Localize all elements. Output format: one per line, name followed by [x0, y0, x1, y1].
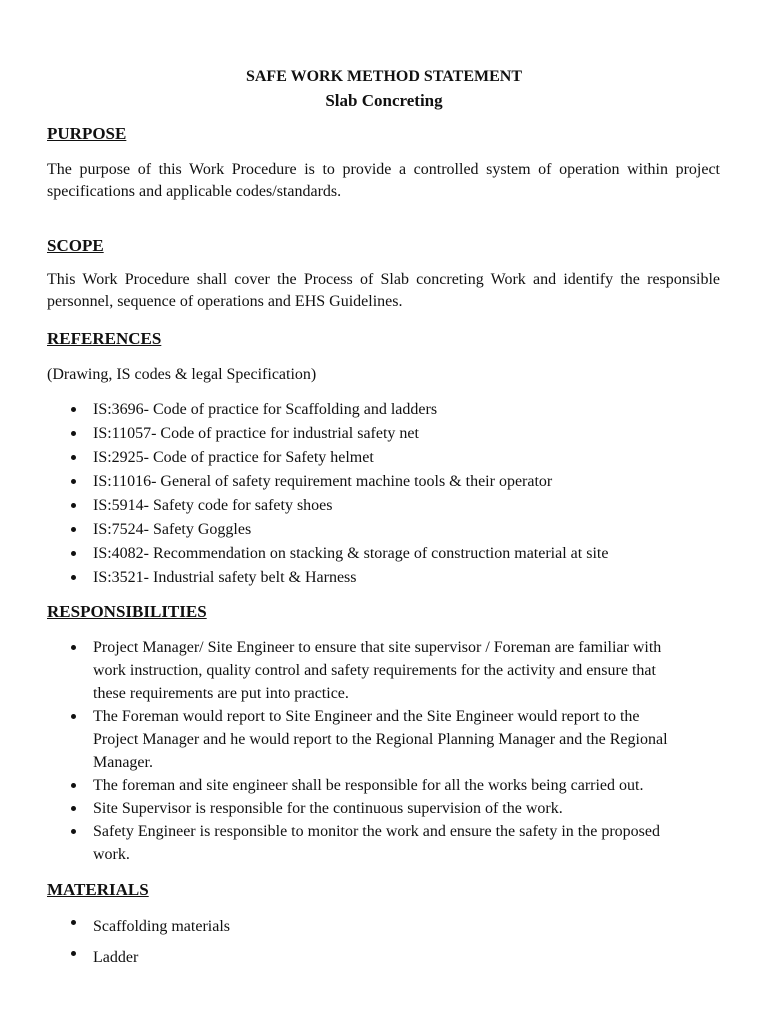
title-block	[0, 65, 768, 113]
list-item: The foreman and site engineer shall be responsible for all the works being carried out.	[47, 774, 687, 797]
list-item: Scaffolding materials	[47, 911, 720, 942]
responsibilities-heading: RESPONSIBILITIES	[47, 602, 207, 621]
purpose-text: The purpose of this Work Procedure is to provide a controlled system of operation within project specifications and applicable codes/standards.	[47, 161, 720, 200]
list-item: Project Manager/ Site Engineer to ensure that site supervisor / Foreman are familiar with work instruction, quality control and safety requirements for the activity and ensure that these requirements are put into practice.	[47, 636, 687, 705]
materials-list	[47, 911, 720, 973]
references-list	[47, 398, 720, 590]
list-item: IS:11057- Code of practice for industrial safety net	[47, 422, 720, 446]
list-item: Site Supervisor is responsible for the continuous supervision of the work.	[47, 797, 687, 820]
materials-heading: MATERIALS	[47, 880, 149, 899]
list-item: IS:5914- Safety code for safety shoes	[47, 494, 720, 518]
list-item: IS:11016- General of safety requirement machine tools & their operator	[47, 470, 720, 494]
list-item: The Foreman would report to Site Engineer and the Site Engineer would report to the Project Manager and he would report to the Regional Planning Manager and the Regional Manager.	[47, 705, 687, 774]
document-title: SAFE WORK METHOD STATEMENT	[245, 68, 523, 85]
document-subtitle: Slab Concreting	[325, 91, 443, 110]
list-item: Safety Engineer is responsible to monitor the work and ensure the safety in the proposed work.	[47, 820, 687, 866]
purpose-heading: PURPOSE	[47, 124, 127, 143]
list-item: IS:3521- Industrial safety belt & Harness	[47, 566, 720, 590]
scope-text: This Work Procedure shall cover the Process of Slab concreting Work and identify the responsible personnel, sequence of operations and EHS Guidelines.	[47, 271, 720, 310]
list-item: IS:4082- Recommendation on stacking & storage of construction material at site	[47, 542, 720, 566]
list-item: IS:7524- Safety Goggles	[47, 518, 720, 542]
references-heading: REFERENCES	[47, 329, 162, 348]
scope-heading: SCOPE	[47, 236, 104, 255]
list-item: IS:3696- Code of practice for Scaffolding and ladders	[47, 398, 720, 422]
responsibilities-list	[47, 636, 687, 866]
references-intro: (Drawing, IS codes & legal Specification)	[47, 366, 317, 383]
list-item: Ladder	[47, 942, 720, 973]
list-item: IS:2925- Code of practice for Safety helmet	[47, 446, 720, 470]
